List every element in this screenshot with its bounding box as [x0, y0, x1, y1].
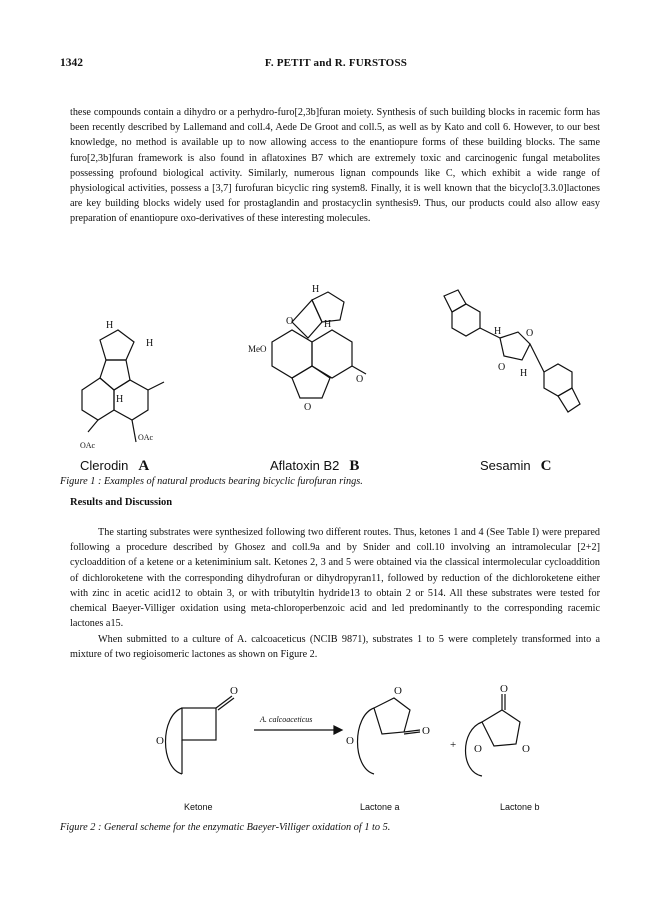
aflatoxin-o-label-2: O — [356, 374, 364, 385]
lactone-b-ring — [482, 710, 520, 746]
aflatoxin-o-label: O — [286, 316, 294, 327]
lactone-b-carbonyl-o-label: O — [500, 683, 508, 695]
aflatoxin-structure — [272, 292, 366, 398]
lactone-a-label: Lactone a — [360, 802, 400, 812]
compound-b-label: B — [349, 458, 360, 474]
sesamin-h-label-2: H — [520, 368, 528, 379]
compound-b-name — [270, 458, 359, 475]
compound-a-name — [80, 458, 149, 475]
ketone-cyclobutane — [182, 708, 216, 740]
compound-c-label: C — [540, 458, 552, 474]
lactone-a-ring — [374, 698, 410, 734]
lactone-a-o-label: O — [394, 685, 402, 697]
intro-paragraph-text: these compounds contain a dihydro or a perhydro-furo[2,3b]furan moiety. Synthesis of such building blocks in racemic form has been recently described by Lallemand and coll.4, Aede De Groot and coll.5, as well as by Kato and coll 6. However, to our best knowledge, no method is available up to now allowing access to the enantiopure forms of these building blocks. The same furo[2,3b]furan framework is also found in aflatoxines B7 which are extremely toxic and carcinogenic fungal metabolites possessing profound biological activity. Similarly, numerous lignan compounds like C, which exhibit a wide range of physiological activities, possess a [3,7] furofuran bicyclic ring system8. Finally, it is well known that the bicyclo[3.3.0]lactones are key building blocks widely used for prostaglandin and prostacyclin synthesis9. Thus, our products could also allow easy preparation of enantiopure oxo-derivatives of these interesting molecules. — [70, 107, 600, 225]
running-head-authors: F. PETIT and R. FURSTOSS — [264, 57, 408, 69]
sesamin-h-label: H — [494, 326, 502, 337]
compound-c-name-text: Sesamin — [480, 458, 531, 473]
ketone-label: Ketone — [184, 802, 213, 812]
aflatoxin-o-label-3: O — [304, 402, 312, 413]
clerodin-oac-label-2: OAc — [80, 441, 96, 450]
clerodin-h-label-3: H — [116, 394, 124, 405]
intro-paragraph — [70, 105, 600, 227]
plus-sign: + — [450, 739, 457, 751]
lactone-a-ring-arc — [358, 708, 375, 774]
lactone-b-label: Lactone b — [500, 802, 540, 812]
compound-c-name — [480, 458, 551, 475]
results-paragraph-1 — [70, 525, 600, 631]
lactone-b-ring-o-label: O — [474, 743, 482, 755]
ketone-ring-arc — [166, 708, 183, 774]
aflatoxin-h-label: H — [312, 284, 320, 295]
figure2-caption: Figure 2 : General scheme for the enzymatic Baeyer-Villiger oxidation of 1 to 5. — [60, 822, 391, 833]
section-heading: Results and Discussion — [70, 497, 173, 508]
arrow-label: A. calcoaceticus — [260, 715, 313, 724]
results-paragraph-2-text: When submitted to a culture of A. calcoaceticus (NCIB 9871), substrates 1 to 5 were completely transformed into a mixture of two regioisomeric lactones as shown on Figure 2. — [70, 634, 600, 661]
figure2-scheme — [150, 682, 580, 792]
lactone-b-o-label: O — [522, 743, 530, 755]
results-paragraph-2 — [70, 632, 600, 662]
ketone-o-label: O — [230, 685, 238, 697]
figure1-caption: Figure 1 : Examples of natural products bearing bicyclic furofuran rings. — [60, 476, 363, 487]
aflatoxin-h-label-2: H — [324, 319, 332, 330]
compound-a-label: A — [138, 458, 150, 474]
page-number: 1342 — [60, 57, 83, 69]
sesamin-o-label: O — [498, 362, 506, 373]
compound-a-name-text: Clerodin — [80, 458, 129, 473]
ketone-ring-o-label: O — [156, 735, 164, 747]
sesamin-structure — [444, 290, 580, 412]
sesamin-o-label-2: O — [526, 328, 534, 339]
lactone-a-ring-o-label: O — [346, 735, 354, 747]
clerodin-h-label: H — [106, 320, 114, 331]
lactone-a-carbonyl-o-label: O — [422, 725, 430, 737]
compound-b-name-text: Aflatoxin B2 — [270, 458, 340, 473]
figure1-structures — [60, 282, 620, 452]
results-paragraph-1-text: The starting substrates were synthesized following two different routes. Thus, ketones 1 and 4 (See Table I) were prepared following a procedure described by Ghosez and coll.9a and by Snider and coll.10 involving an intramolecular [2+2] cycloaddition of a ketene or a keteniminium salt. Ketones 2, 3 and 5 were obtained via the classical intermolecular cycloaddition of dichloroketene with the corresponding dihydrofuran or dihydropyran11, followed by reduction of the dichloroketene either with zinc in acetic acid12 to obtain 3, or with tributyltin hydride13 to obtain 2 or 514. All these substrates were tested for chemical Baeyer-Villiger oxidation using meta-chloroperbenzoic acid and led predominantly to the corresponding racemic lactones a15. — [70, 527, 600, 630]
clerodin-oac-label: OAc — [138, 433, 154, 442]
clerodin-h-label-2: H — [146, 338, 154, 349]
aflatoxin-meo-label: MeO — [248, 344, 267, 354]
